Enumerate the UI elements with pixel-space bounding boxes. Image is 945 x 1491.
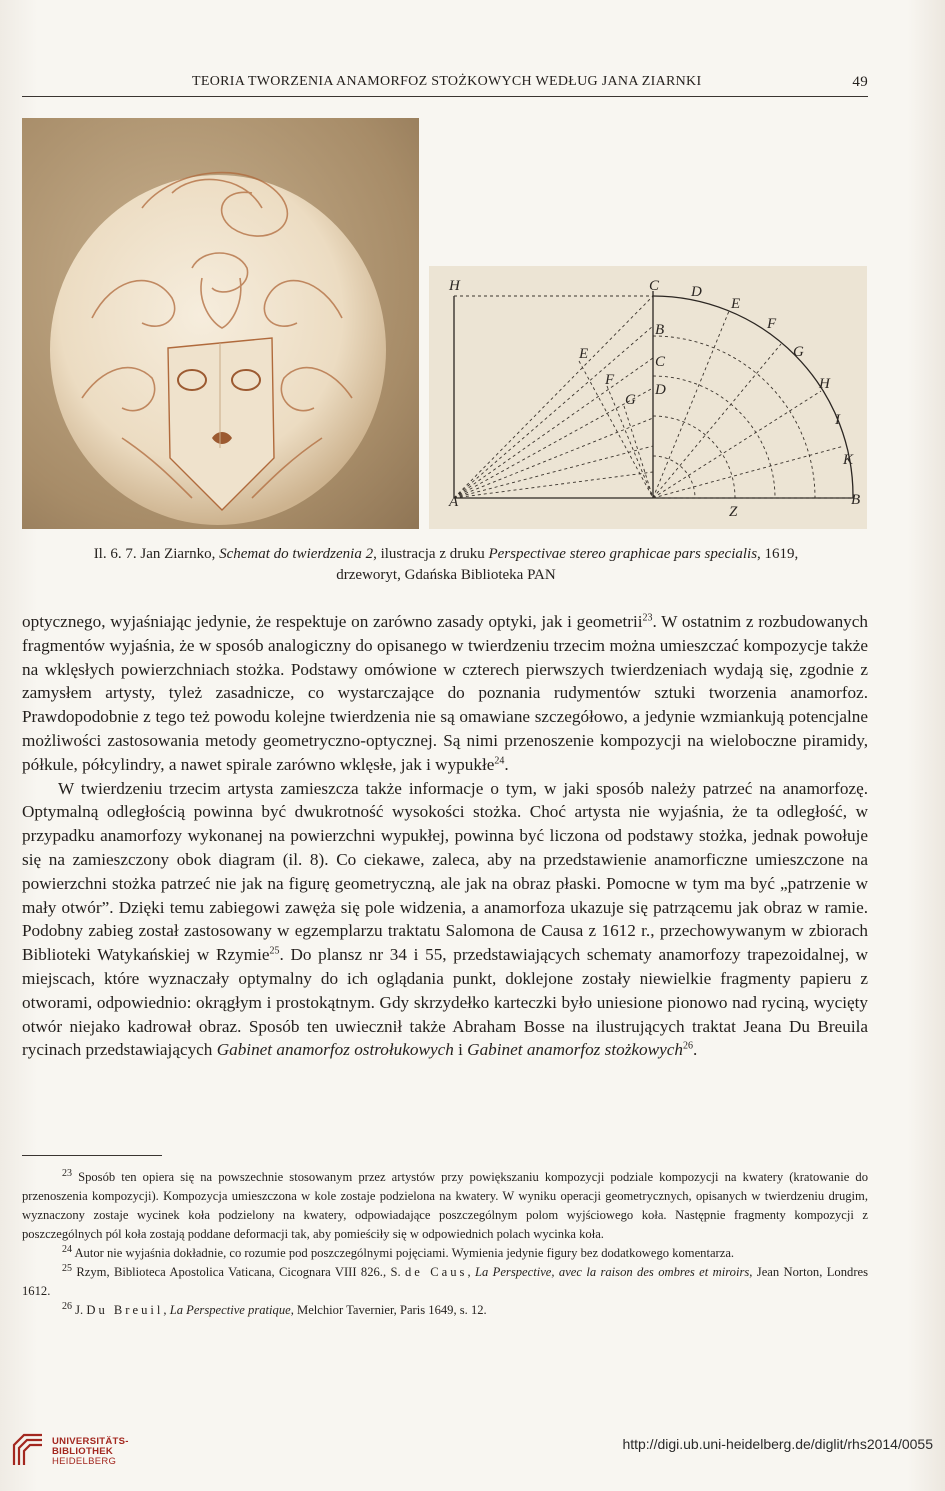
page-number: 49 [852, 74, 868, 90]
logo-line-3: HEIDELBERG [52, 1456, 117, 1467]
figure-engraving-schema [429, 266, 867, 529]
paragraph-text: i [453, 1040, 468, 1060]
footnote-text: , [163, 1303, 170, 1317]
caption-text: , ilustracja z druku [373, 546, 489, 562]
footnote-number: 24 [62, 1243, 72, 1255]
footnote-text: Autor nie wyjaśnia dokładnie, co rozumie pod poszczególnymi pojęciami. Wymienia jedynie figury bez dodatkowego komentarza. [72, 1246, 735, 1260]
schema-letter: D [655, 382, 666, 398]
caption-title: Schemat do twierdzenia 2 [219, 546, 374, 562]
footnote-26 [22, 1301, 868, 1320]
main-text [22, 610, 868, 1062]
schema-letter: G [625, 392, 636, 408]
library-logo-icon[interactable] [10, 1431, 46, 1467]
running-header [22, 74, 868, 94]
caption-line-2: drzeworyt, Gdańska Biblioteka PAN [336, 567, 556, 583]
caption-text: , 1619, [757, 546, 799, 562]
footnote-ref[interactable]: 23 [642, 612, 653, 624]
paragraph-text: . W ostatnim z rozbudowanych fragmentów wyjaśnia, że w sposób analogiczny do opisanego w twierdzeniu trzecim można umieszczać kompozycje także na wklęsłych powierzchniach stożka. Podstawy omówione w czterech pierwszych twierdzeniach wydają się, zgodnie z zamysłem artysty, tyleż zasadnicze, co wystarczające do poznania rudymentów sztuki tworzenia anamorfoz. Prawdopodobnie z tego też powodu kolejne twierdzenia nie są omawiane szczegółowo, a jedynie wzmiankują potencjalne możliwości zastosowania metody geometryczno-optycznej. Są nimi przenoszenie kompozycji na wieloboczne piramidy, półkule, półcylindry, a nawet spirale zarówno wklęsłe, jak i wypukłe [22, 612, 869, 774]
italic-title: Gabinet anamorfoz ostrołukowych [216, 1040, 454, 1060]
footnote-25 [22, 1263, 868, 1301]
schema-letter: K [843, 452, 854, 468]
paragraph-text: . Do plansz nr 34 i 55, przedstawiających schematy anamorfozy trapezoidalnej, w miejscach, które wyznaczały optymalny do ich oglądania punkt, doklejone zostały niewielkie fragmenty papieru z otworami, odpowiednio: okrągłym i prostokątnym. Gdy skrzydełko karteczki było uniesione pionowo nad ryciną, wycięty otwór niejako kadrował obraz. Sposób ten uwiecznił także Abraham Bosse na ilustrujących traktat Jeana Du Breuila rycinach przedstawiających [22, 945, 868, 1060]
schema-letter: H [819, 376, 830, 392]
schema-letter: C [655, 354, 666, 370]
footnote-rule [22, 1155, 162, 1156]
paragraph-text: . [692, 1040, 698, 1060]
logo-line-2: BIBLIOTHEK [52, 1446, 114, 1457]
schema-letter: F [767, 316, 777, 332]
caption-text: Il. 6. 7. Jan Ziarnko, [93, 546, 220, 562]
schema-letter: I [835, 412, 840, 428]
schema-letter: C [649, 278, 660, 294]
permalink-url[interactable]: http://digi.ub.uni-heidelberg.de/diglit/rhs2014/0055 [622, 1436, 933, 1452]
paragraph-text: . [504, 754, 509, 774]
schema-letter: D [691, 284, 702, 300]
footnote-ref[interactable]: 24 [494, 755, 505, 767]
schema-letter: A [449, 494, 459, 510]
caption-source-title: Perspectivae stereo graphicae pars specialis [488, 546, 758, 562]
footnote-text: , Melchior Tavernier, Paris 1649, s. 12. [290, 1303, 487, 1317]
footnotes [22, 1168, 868, 1320]
footnote-number: 23 [62, 1167, 72, 1179]
figure-caption [40, 544, 852, 586]
schema-letter: G [793, 344, 804, 360]
schema-letter: F [605, 372, 615, 388]
logo-graphic [10, 1431, 46, 1467]
footnote-number: 25 [62, 1262, 72, 1274]
footnote-text: J. [72, 1303, 87, 1317]
figure-photo-cone [22, 118, 419, 529]
paragraph-text: optycznego, wyjaśniając jedynie, że respektuje on zarówno zasady optyki, jak i geometrii [22, 612, 643, 631]
schema-letter: E [579, 346, 589, 362]
footnote-number: 26 [62, 1300, 72, 1312]
schema-letter: E [731, 296, 741, 312]
paragraph-text: W twierdzeniu trzecim artysta zamieszcza także informacje o tym, w jaki sposób należy patrzeć na anamorfozę. Optymalną odległością powinna być dwukrotność wysokości stożka. Choć artysta nie wyjaśnia, że ta odległość, w przypadku anamorfozy wykonanej na powierzchni wypukłej, powinna być liczona od podstawy stożka, jednak powołuje się na zamieszczony obok diagram (il. 8). Co ciekawe, zaleca, aby na przedstawienie anamorficzne umieszczone na powierzchni stożka patrzeć nie jak na figurę geometryczną, ale jak na obraz płaski. Pomocne w tym ma być „patrzenie w mały otwór”. Dzięki temu zabiegowi zawęża się pole widzenia, a anamorfoza ukazuje się patrzącemu jak obraz w ramie. Podobny zabieg został zastosowany w egzemplarzu traktatu Salomona de Causa z 1612 r., przechowywanym w zbiorach Biblioteki Watykańskiej w Rzymie [22, 778, 868, 965]
footnote-text: Sposób ten opiera się na powszechnie stosowanym przez artystów przy powiększaniu kompozycji podziale kompozycji na kwatery (kratowanie do przenoszenia kompozycji). Kompozycja umieszczona w kole zostaje podzielona na kwatery. W wyniku operacji geometrycznych, opisanych w twierdzeniu drugim, wyznaczony zostaje wycinek koła podzielony na kwatery, odpowiadające poszczególnym polom wyjściowego koła. Następnie fragmenty kompozycji z poszczególnych pól koła zostają poddane deformacji tak, aby pomieściły się w odpowiednich polach wycinka koła. [22, 1170, 868, 1241]
footnote-title: La Perspective, avec la raison des ombres et miroirs [474, 1265, 750, 1279]
italic-title: Gabinet anamorfoz stożkowych [467, 1040, 683, 1060]
footer [0, 1423, 945, 1491]
footnote-author: de Caus [404, 1265, 468, 1279]
header-rule [22, 96, 868, 97]
footnote-title: La Perspective pratique [169, 1303, 291, 1317]
footnote-24 [22, 1244, 868, 1263]
footnote-ref[interactable]: 26 [682, 1040, 693, 1052]
footnote-text: , Jean Norton, Londres 1612. [22, 1265, 869, 1298]
footnote-23 [22, 1168, 868, 1244]
footnote-text: Rzym, Biblioteca Apostolica Vaticana, Cicognara VIII 826., S. [72, 1265, 405, 1279]
paragraph-2 [22, 777, 868, 1063]
running-title: TEORIA TWORZENIA ANAMORFOZ STOŻKOWYCH WEDŁUG JANA ZIARNKI [192, 74, 702, 89]
schema-letter: B [851, 492, 861, 508]
footnote-author: Du Breuil [86, 1303, 164, 1317]
logo-line-1: UNIVERSITÄTS- [52, 1436, 129, 1447]
library-logo-text[interactable] [52, 1437, 129, 1467]
footnote-text: , [467, 1265, 475, 1279]
schema-letter: Z [729, 504, 738, 520]
schema-diagram [429, 266, 867, 529]
paragraph-1 [22, 610, 868, 777]
schema-letter: B [655, 322, 665, 338]
footnote-ref[interactable]: 25 [269, 945, 280, 957]
schema-letter: H [449, 278, 460, 294]
cone-image [22, 118, 419, 529]
